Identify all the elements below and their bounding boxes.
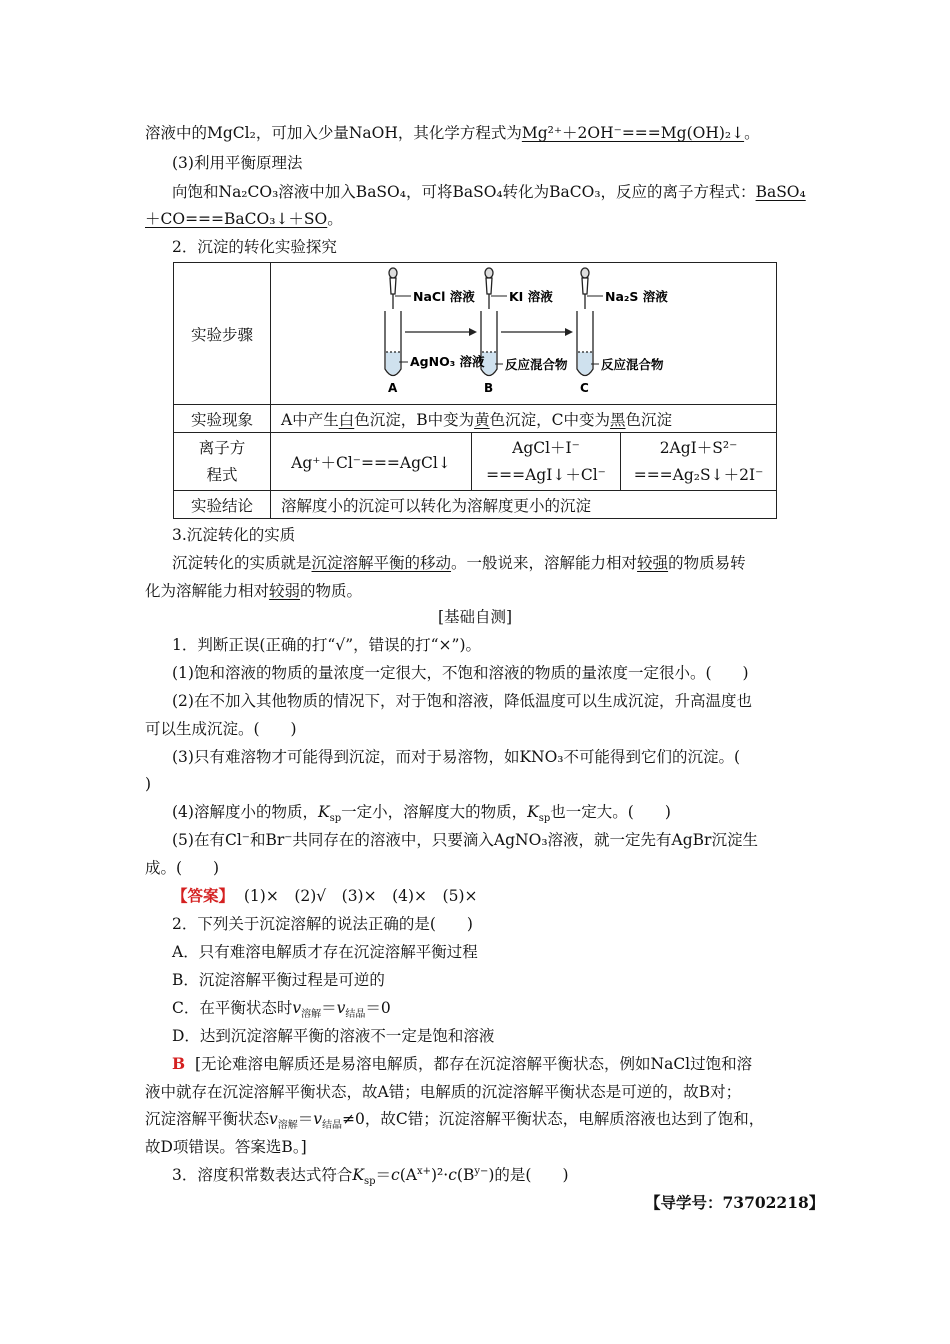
equation-2: AgCl＋I⁻ ===AgI↓＋Cl⁻ bbox=[472, 433, 621, 491]
subsection-title: (3)利用平衡原理法 bbox=[172, 154, 303, 172]
tube-label: 反应混合物 bbox=[601, 356, 664, 372]
label-phenomenon: 实验现象 bbox=[174, 405, 271, 433]
text-line: 成。( ) bbox=[145, 859, 220, 877]
option-b: B．沉淀溶解平衡过程是可逆的 bbox=[172, 971, 385, 989]
text-line: 向饱和Na₂CO₃溶液中加入BaSO₄，可将BaSO₄转化为BaCO₃，反应的离子方程式：BaSO₄ bbox=[172, 183, 806, 201]
tube-label: 反应混合物 bbox=[505, 356, 568, 372]
label-ionic-equation: 离子方 程式 bbox=[174, 433, 271, 491]
question-1-item: (1)饱和溶液的物质的量浓度一定很大，不饱和溶液的物质的量浓度一定很小。( ) bbox=[172, 664, 749, 682]
explanation-line: 液中就存在沉淀溶解平衡状态，故A错；电解质的沉淀溶解平衡状态是可逆的，故B对； bbox=[145, 1083, 742, 1101]
tube-letter: B bbox=[484, 380, 494, 395]
test-tube-c bbox=[577, 311, 593, 376]
answer-line: 【答案】 (1)× (2)√ (3)× (4)× (5)× bbox=[172, 886, 478, 905]
experiment-table bbox=[173, 262, 777, 519]
question-1-item: (3)只有难溶物才可能得到沉淀，而对于易溶物，如KNO₃不可能得到它们的沉淀。( bbox=[172, 748, 741, 766]
dropper-icon bbox=[389, 268, 397, 309]
self-test-heading: [基础自测] bbox=[437, 608, 513, 626]
answer-tag: 【答案】 bbox=[172, 886, 235, 905]
dropper-icon bbox=[485, 268, 493, 309]
tube-letter: C bbox=[580, 380, 589, 395]
test-tube-a bbox=[385, 311, 401, 376]
reagent-label: Na₂S 溶液 bbox=[605, 288, 668, 304]
phenomenon-text: A中产生白色沉淀，B中变为黄色沉淀，C中变为黑色沉淀 bbox=[271, 405, 777, 433]
arrow-icon bbox=[405, 328, 477, 336]
question-2: 2．下列关于沉淀溶解的说法正确的是( ) bbox=[172, 915, 473, 933]
label-conclusion: 实验结论 bbox=[174, 491, 271, 519]
label-steps: 实验步骤 bbox=[174, 263, 271, 405]
question-1: 1．判断正误(正确的打“√”，错误的打“×”)。 bbox=[172, 636, 482, 654]
arrow-icon bbox=[501, 328, 573, 336]
question-1-item: (2)在不加入其他物质的情况下，对于饱和溶液，降低温度可以生成沉淀，升高温度也 bbox=[172, 692, 752, 710]
equation-1: Ag⁺＋Cl⁻===AgCl↓ bbox=[271, 433, 472, 491]
test-tube-diagram bbox=[271, 264, 775, 404]
explanation-line: B [无论难溶电解质还是易溶电解质，都存在沉淀溶解平衡状态，例如NaCl过饱和溶 bbox=[172, 1054, 753, 1073]
conclusion-text: 溶解度小的沉淀可以转化为溶解度更小的沉淀 bbox=[271, 491, 777, 519]
answer-letter: B bbox=[172, 1054, 186, 1073]
option-c: C．在平衡状态时$v_{溶解}=v_{结晶}=0$ bbox=[172, 999, 391, 1021]
text-line: 化为溶解能力相对较弱的物质。 bbox=[145, 582, 363, 600]
explanation-line: 故D项错误。答案选B。] bbox=[145, 1138, 307, 1156]
guide-number: 【导学号：73702218】 bbox=[645, 1193, 825, 1212]
question-1-item: (5)在有Cl⁻和Br⁻共同存在的溶液中，只要滴入AgNO₃溶液，就一定先有AgBr沉淀生 bbox=[172, 831, 758, 849]
question-1-item: (4)溶解度小的物质，$K_{sp}$一定小，溶解度大的物质，$K_{sp}$也一定大。( ) bbox=[172, 803, 671, 825]
section-title: 2．沉淀的转化实验探究 bbox=[172, 238, 337, 256]
text-line: 可以生成沉淀。( ) bbox=[145, 720, 297, 738]
text-line: 沉淀转化的实质就是沉淀溶解平衡的移动。一般说来，溶解能力相对较强的物质易转 bbox=[172, 554, 746, 572]
text-line: ＋CO===BaCO₃↓＋SO。 bbox=[145, 210, 343, 228]
equation-3: 2AgI＋S²⁻ ===Ag₂S↓＋2I⁻ bbox=[621, 433, 777, 491]
mg-formula: Mg²⁺＋2OH⁻===Mg(OH)₂↓ bbox=[521, 124, 745, 142]
dropper-icon bbox=[581, 268, 589, 309]
explanation-line: 沉淀溶解平衡状态$v_{溶解}=v_{结晶}\ne 0$，故C错；沉淀溶解平衡状态，电解质溶液也达到了饱和， bbox=[145, 1110, 765, 1132]
option-a: A．只有难溶电解质才存在沉淀溶解平衡过程 bbox=[172, 943, 478, 961]
tube-label: AgNO₃ 溶液 bbox=[410, 353, 485, 369]
reagent-label: NaCl 溶液 bbox=[413, 288, 475, 304]
experiment-diagram-cell bbox=[271, 263, 777, 405]
question-3: 3．溶度积常数表达式符合$K_{sp}=c(A^{x+})^2\cdot c(B^{y-})$的是( ) bbox=[172, 1165, 569, 1188]
option-d: D．达到沉淀溶解平衡的溶液不一定是饱和溶液 bbox=[172, 1027, 495, 1045]
text-line: 溶液中的MgCl₂，可加入少量NaOH，其化学方程式为Mg²⁺＋2OH⁻===Mg(OH)₂↓。 bbox=[145, 124, 760, 142]
tube-letter: A bbox=[388, 380, 398, 395]
section-title: 3.沉淀转化的实质 bbox=[172, 526, 296, 544]
reagent-label: KI 溶液 bbox=[509, 288, 553, 304]
text-line: ) bbox=[145, 775, 152, 793]
